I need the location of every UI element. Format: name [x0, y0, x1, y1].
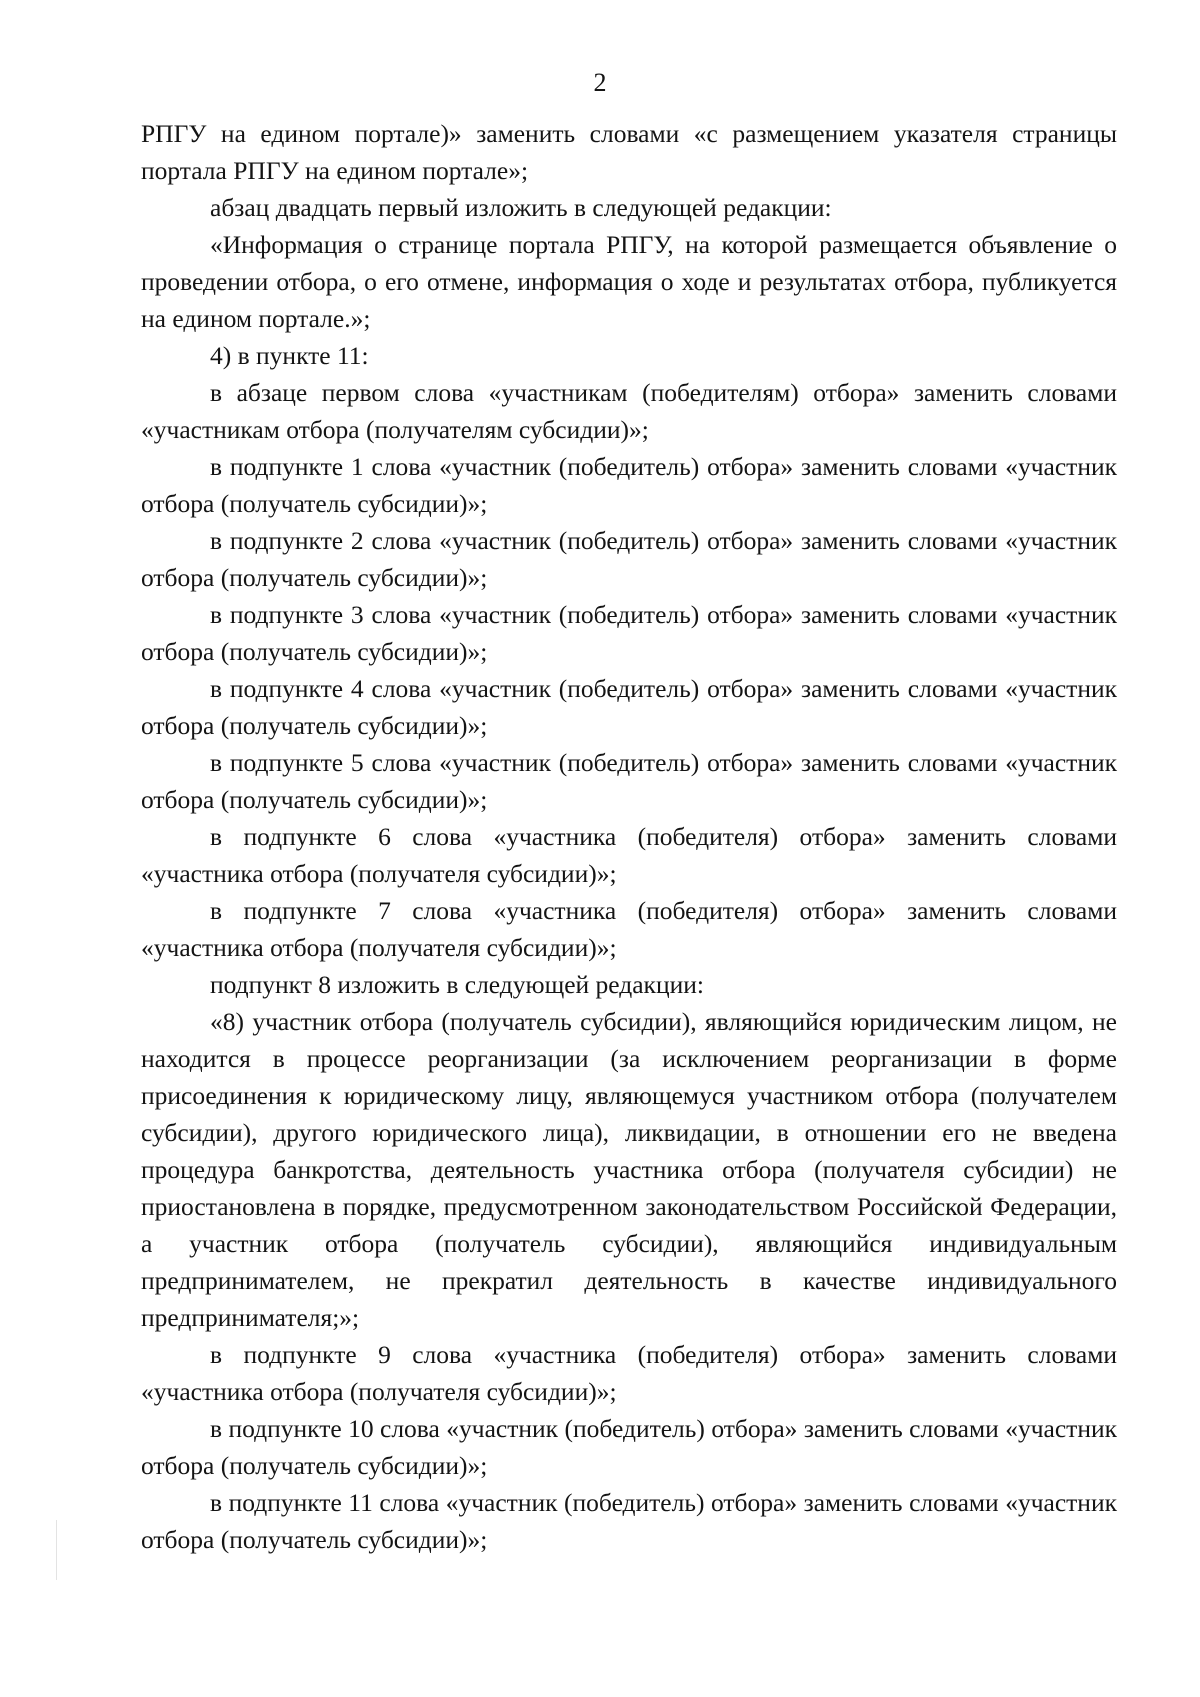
- paragraph: в подпункте 7 слова «участника (победителя) отбора» заменить словами «участника отбора (получателя субсидии)»;: [141, 896, 1117, 962]
- paragraph: в подпункте 6 слова «участника (победителя) отбора» заменить словами «участника отбора (получателя субсидии)»;: [141, 822, 1117, 888]
- paragraph: «8) участник отбора (получатель субсидии), являющийся юридическим лицом, не находится в процессе реорганизации (за исключением реорганизации в форме присоединения к юридическому лицу, являющемуся участником отбора (получателем субсидии), другого юридического лица), ликвидации, в отношении его не введена процедура банкротства, деятельность участника отбора (получателя субсидии) не приостановлена в порядке, предусмотренном законодательством Российской Федерации, а участник отбора (получатель субсидии), являющийся индивидуальным предпринимателем, не прекратил деятельность в качестве индивидуального предпринимателя;»;: [141, 1007, 1117, 1332]
- document-body: [141, 115, 1117, 1558]
- paragraph: в подпункте 1 слова «участник (победитель) отбора» заменить словами «участник отбора (получатель субсидии)»;: [141, 452, 1117, 518]
- paragraph: абзац двадцать первый изложить в следующей редакции:: [210, 193, 832, 222]
- paragraph: подпункт 8 изложить в следующей редакции:: [210, 970, 704, 999]
- paragraph: в подпункте 2 слова «участник (победитель) отбора» заменить словами «участник отбора (получатель субсидии)»;: [141, 526, 1117, 592]
- scan-artifact: [56, 1520, 57, 1580]
- paragraph: в подпункте 4 слова «участник (победитель) отбора» заменить словами «участник отбора (получатель субсидии)»;: [141, 674, 1117, 740]
- paragraph: РПГУ на едином портале)» заменить словами «с размещением указателя страницы портала РПГУ на едином портале»;: [141, 119, 1117, 185]
- paragraph: в абзаце первом слова «участникам (победителям) отбора» заменить словами «участникам отбора (получателям субсидии)»;: [141, 378, 1117, 444]
- paragraph: «Информация о странице портала РПГУ, на которой размещается объявление о проведении отбора, о его отмене, информация о ходе и результатах отбора, публикуется на едином портале.»;: [141, 230, 1117, 333]
- paragraph: в подпункте 10 слова «участник (победитель) отбора» заменить словами «участник отбора (получатель субсидии)»;: [141, 1414, 1117, 1480]
- paragraph: в подпункте 11 слова «участник (победитель) отбора» заменить словами «участник отбора (получатель субсидии)»;: [141, 1488, 1117, 1554]
- paragraph: в подпункте 9 слова «участника (победителя) отбора» заменить словами «участника отбора (получателя субсидии)»;: [141, 1340, 1117, 1406]
- paragraph: в подпункте 5 слова «участник (победитель) отбора» заменить словами «участник отбора (получатель субсидии)»;: [141, 748, 1117, 814]
- page-number: 2: [593, 68, 607, 97]
- paragraph: 4) в пункте 11:: [210, 341, 369, 370]
- paragraph: в подпункте 3 слова «участник (победитель) отбора» заменить словами «участник отбора (получатель субсидии)»;: [141, 600, 1117, 666]
